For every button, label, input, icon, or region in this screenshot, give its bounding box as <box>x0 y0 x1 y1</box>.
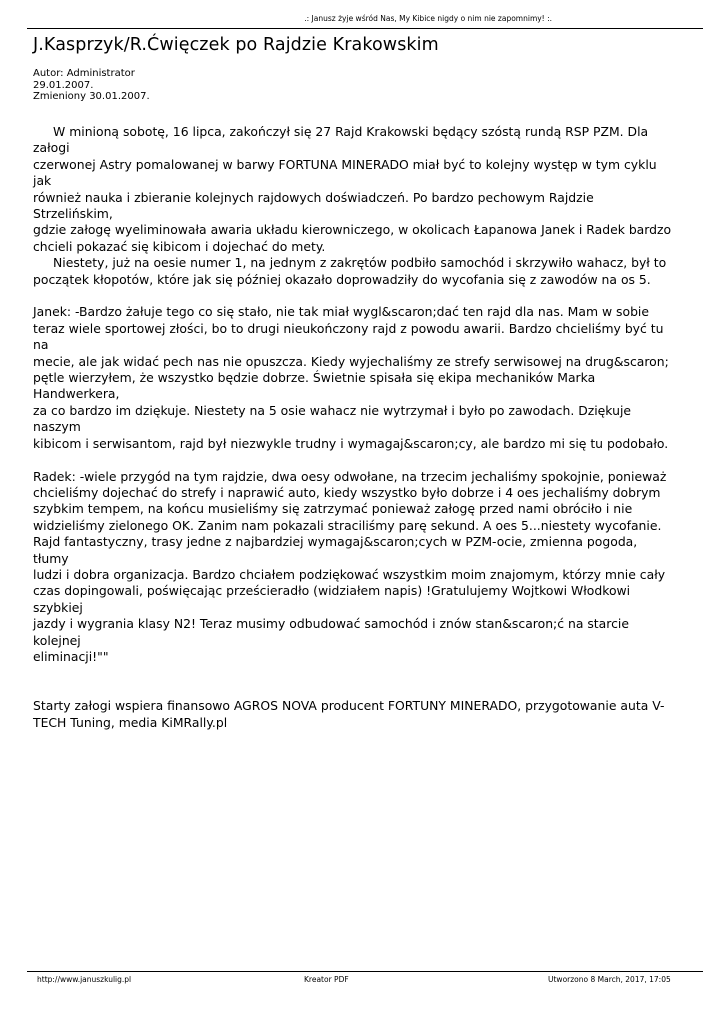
article-meta <box>33 68 150 103</box>
footer-created-date: Utworzono 8 March, 2017, 17:05 <box>548 975 671 984</box>
footer-site-url[interactable]: http://www.januszkulig.pl <box>37 975 132 984</box>
paragraph-problems: Niestety, już na oesie numer 1, na jednym z zakrętów podbiło samochód i skrzywiło wahacz, był to początek kłopotów, które jak się później okazało doprowadziły do wycofania się z zawodów na os 5. <box>33 255 667 287</box>
article-title: J.Kasprzyk/R.Ćwięczek po Rajdzie Krakowskim <box>33 35 439 55</box>
footer-divider <box>27 971 703 972</box>
paragraph-janek-quote: Janek: -Bardzo żałuje tego co się stało, nie tak miał wygl&scaron;dać ten rajd dla nas. Mam w sobie teraz wiele sportowej złości, bo to drugi nieukończony rajd z powodu awarii. Bardzo chcieliśmy być tu na mecie, ale jak widać pech nas nie opuszcza. Kiedy wyjechaliśmy ze strefy serwisowej na drug&scaron; pętle wierzyłem, że wszystko będzie dobrze. Świetnie spisała się ekipa mechaników Marka Handwerkera, za co bardzo im dziękuje. Niestety na 5 osie wahacz nie wytrzymał i było po zawodach. Dziękuje naszym kibicom i serwisantom, rajd był niezwykle trudny i wymagaj&scaron;cy, ale bardzo mi się tu podobało. <box>33 304 669 451</box>
article-body <box>33 124 673 731</box>
article-author: Autor: Administrator <box>33 68 135 79</box>
article-modified-date: Zmieniony 30.01.2007. <box>33 91 150 102</box>
header-divider <box>27 28 703 29</box>
paragraph-sponsors: Starty załogi wspiera finansowo AGROS NOVA producent FORTUNY MINERADO, przygotowanie auta V- TECH Tuning, media KiMRally.pl <box>33 698 665 730</box>
paragraph-radek-quote: Radek: -wiele przygód na tym rajdzie, dwa oesy odwołane, na trzecim jechaliśmy spokojnie, ponieważ chcieliśmy dojechać do strefy i naprawić auto, kiedy wszystko było dobrze i 4 oes jechaliśmy dobrym szybkim tempem, na końcu musieliśmy się zatrzymać ponieważ załogę przed nami obróciło i nie widzieliśmy zielonego OK. Zanim nam pokazali straciliśmy parę sekund. A oes 5...niestety wycofanie. Rajd fantastyczny, trasy jedne z najbardziej wymagaj&scaron;cych w PZM-ocie, zmienna pogoda, tłumy ludzi i dobra organizacja. Bardzo chciałem podziękować wszystkim moim znajomym, którzy mnie cały czas dopingowali, poświęcając prześcieradło (widziałem napis) !Gratulujemy Wojtkowi Włodkowi szybkiej jazdy i wygrania klasy N2! Teraz musimy odbudować samochód i znów stan&scaron;ć na starcie kolejnej eliminacji!"" <box>33 468 667 664</box>
page-header-tagline: .: Janusz żyje wśród Nas, My Kibice nigdy o nim nie zapomnimy! :. <box>304 14 552 23</box>
paragraph-intro: W minioną sobotę, 16 lipca, zakończył się 27 Rajd Krakowski będący szóstą rundą RSP PZM. Dla załogi czerwonej Astry pomalowanej w barwy FORTUNA MINERADO miał być to kolejny występ w tym cyklu jak również nauka i zbieranie kolejnych rajdowych doświadczeń. Po bardzo pechowym Rajdzie Strzelińskim, gdzie załogę wyeliminowała awaria układu kierowniczego, w okolicach Łapanowa Janek i Radek bardzo chcieli pokazać się kibicom i dojechać do mety. <box>33 124 672 254</box>
article-published-date: 29.01.2007. <box>33 79 94 91</box>
footer-creator: Kreator PDF <box>304 975 349 984</box>
